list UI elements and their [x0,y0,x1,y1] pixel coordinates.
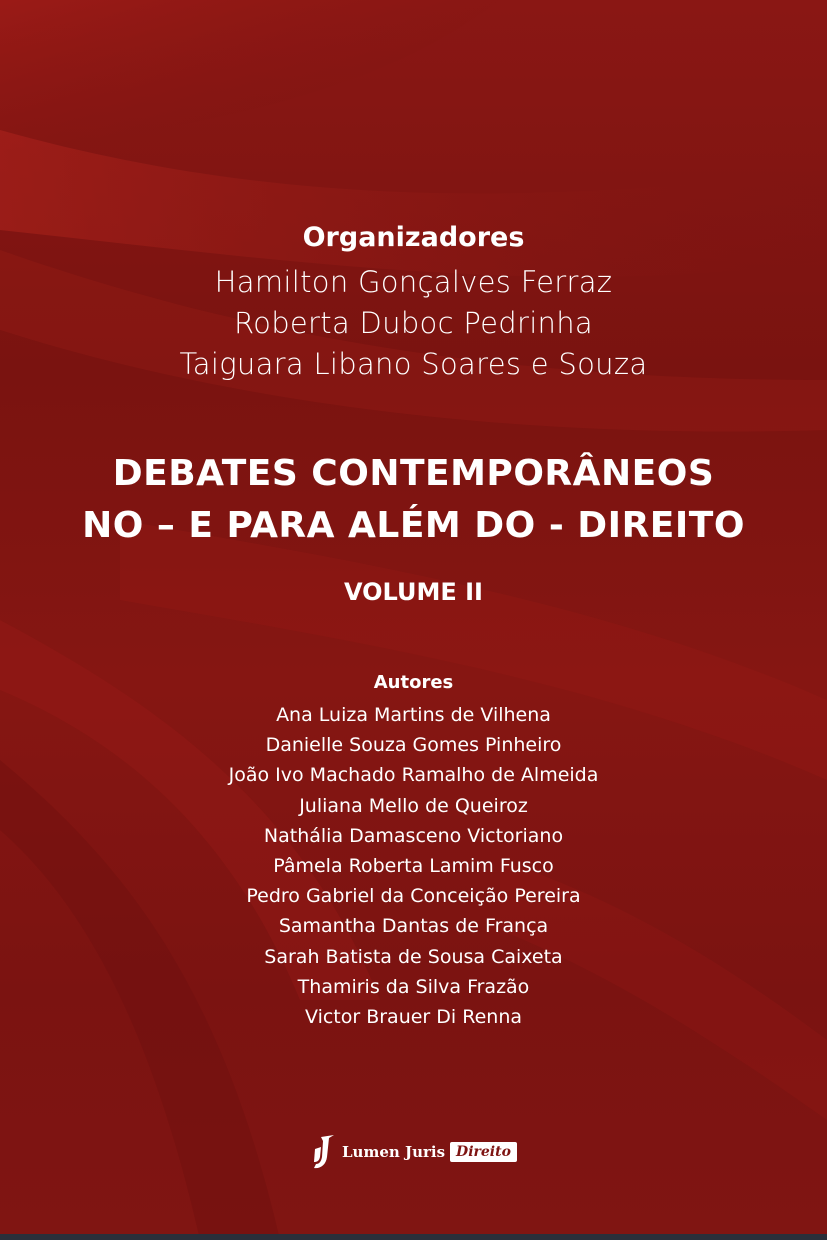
author-name: Ana Luiza Martins de Vilhena [276,704,551,726]
bottom-strip [0,1234,827,1240]
author-name: Victor Brauer Di Renna [304,1006,522,1029]
authors-heading: Autores [373,672,454,693]
author-name: João Ivo Machado Ramalho de Almeida [228,764,599,787]
organizer-name: Hamilton Gonçalves Ferraz [214,265,613,299]
organizers-heading: Organizadores [302,222,525,253]
book-title-line-2: NO – E PARA ALÉM DO - DIREITO [82,505,745,546]
publisher-name: Lumen Juris [342,1143,446,1161]
author-name: Samantha Dantas de França [278,915,549,938]
book-title-line-1: DEBATES CONTEMPORÂNEOS [112,453,715,494]
publisher-badge: Direito [450,1142,517,1162]
author-name: Juliana Mello de Queiroz [299,794,528,817]
author-name: Danielle Souza Gomes Pinheiro [265,734,562,757]
author-name: Pâmela Roberta Lamim Fusco [273,855,554,878]
author-name: Pedro Gabriel da Conceição Pereira [246,885,581,908]
organizer-name: Taiguara Libano Soares e Souza [179,347,648,381]
author-name: Nathália Damasceno Victoriano [263,824,564,847]
author-name: Sarah Batista de Sousa Caixeta [264,945,563,968]
author-name: Thamiris da Silva Frazão [297,975,530,998]
organizers-list [0,262,827,385]
book-title [0,448,827,552]
organizer-name: Roberta Duboc Pedrinha [234,306,593,340]
volume-label: VOLUME II [344,578,483,606]
publisher-logo [312,1135,517,1169]
lumen-juris-logo-icon [312,1135,338,1169]
authors-list [0,700,827,1032]
